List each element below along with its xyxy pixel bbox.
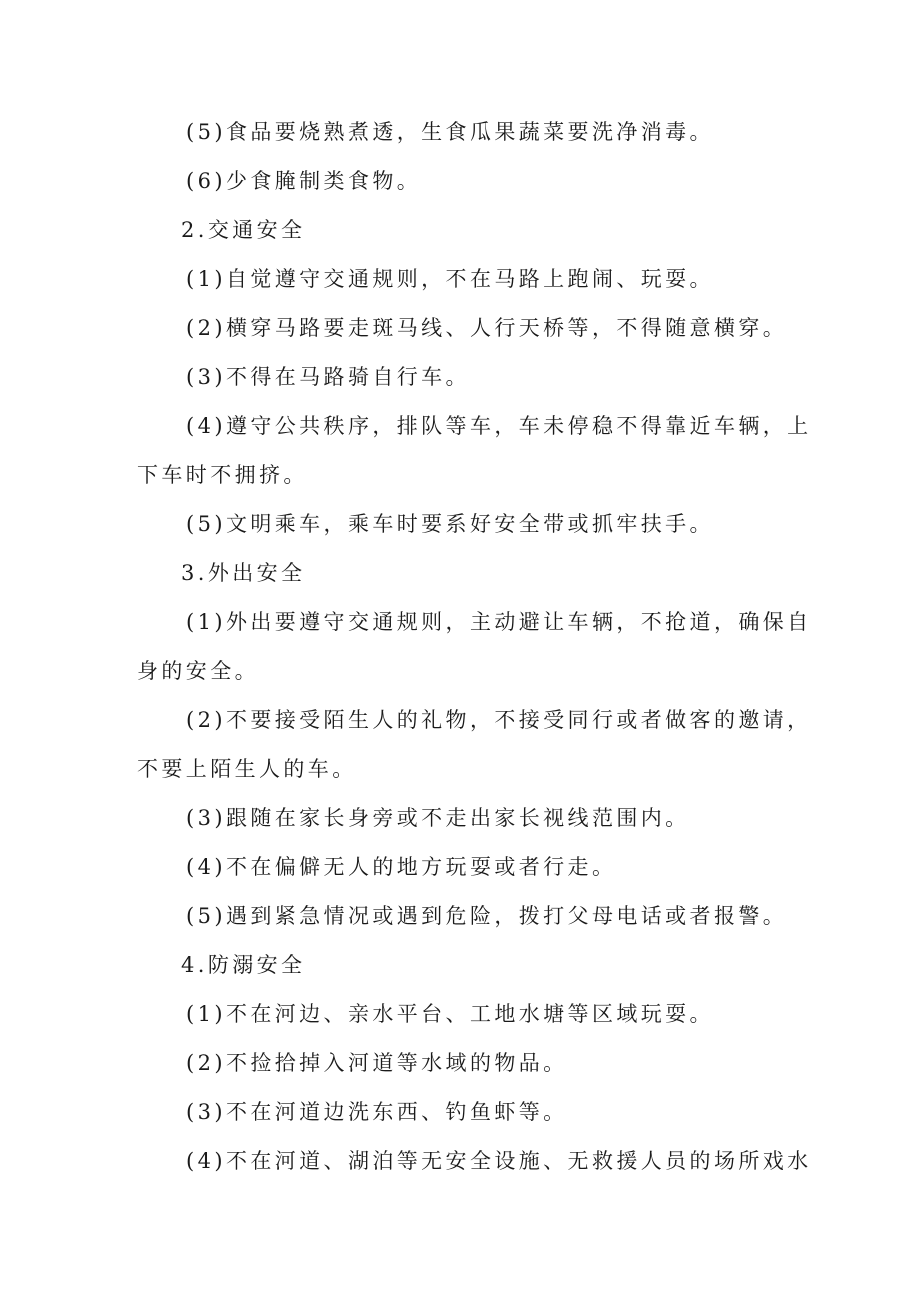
list-item-continuation: 不要上陌生人的车。	[137, 757, 357, 781]
list-item: (2)横穿马路要走斑马线、人行天桥等，不得随意横穿。	[186, 316, 788, 340]
list-item: (4)遵守公共秩序，排队等车，车未停稳不得靠近车辆，上	[186, 414, 812, 438]
section-heading: 4.防溺安全	[181, 953, 306, 977]
list-item: (5)食品要烧熟煮透，生食瓜果蔬菜要洗净消毒。	[186, 120, 714, 144]
list-item: (1)外出要遵守交通规则，主动避让车辆，不抢道，确保自	[186, 610, 812, 634]
list-item: (4)不在偏僻无人的地方玩耍或者行走。	[186, 855, 617, 879]
section-heading: 2.交通安全	[181, 218, 306, 242]
list-item: (5)遇到紧急情况或遇到危险，拨打父母电话或者报警。	[186, 904, 788, 928]
list-item: (1)不在河边、亲水平台、工地水塘等区域玩耍。	[186, 1002, 714, 1026]
list-item: (3)不得在马路骑自行车。	[186, 365, 470, 389]
list-item: (3)跟随在家长身旁或不走出家长视线范围内。	[186, 806, 690, 830]
document-body	[137, 108, 812, 1186]
list-item: (5)文明乘车，乘车时要系好安全带或抓牢扶手。	[186, 512, 714, 536]
list-item: (4)不在河道、湖泊等无安全设施、无救援人员的场所戏水	[186, 1149, 812, 1173]
list-item: (1)自觉遵守交通规则，不在马路上跑闹、玩耍。	[186, 267, 714, 291]
section-heading: 3.外出安全	[181, 561, 306, 585]
list-item: (3)不在河道边洗东西、钓鱼虾等。	[186, 1100, 568, 1124]
list-item: (6)少食腌制类食物。	[186, 169, 422, 193]
list-item: (2)不要接受陌生人的礼物，不接受同行或者做客的邀请，	[186, 708, 812, 732]
list-item-continuation: 下车时不拥挤。	[137, 463, 308, 487]
list-item: (2)不捡拾掉入河道等水域的物品。	[186, 1051, 568, 1075]
list-item-continuation: 身的安全。	[137, 659, 259, 683]
